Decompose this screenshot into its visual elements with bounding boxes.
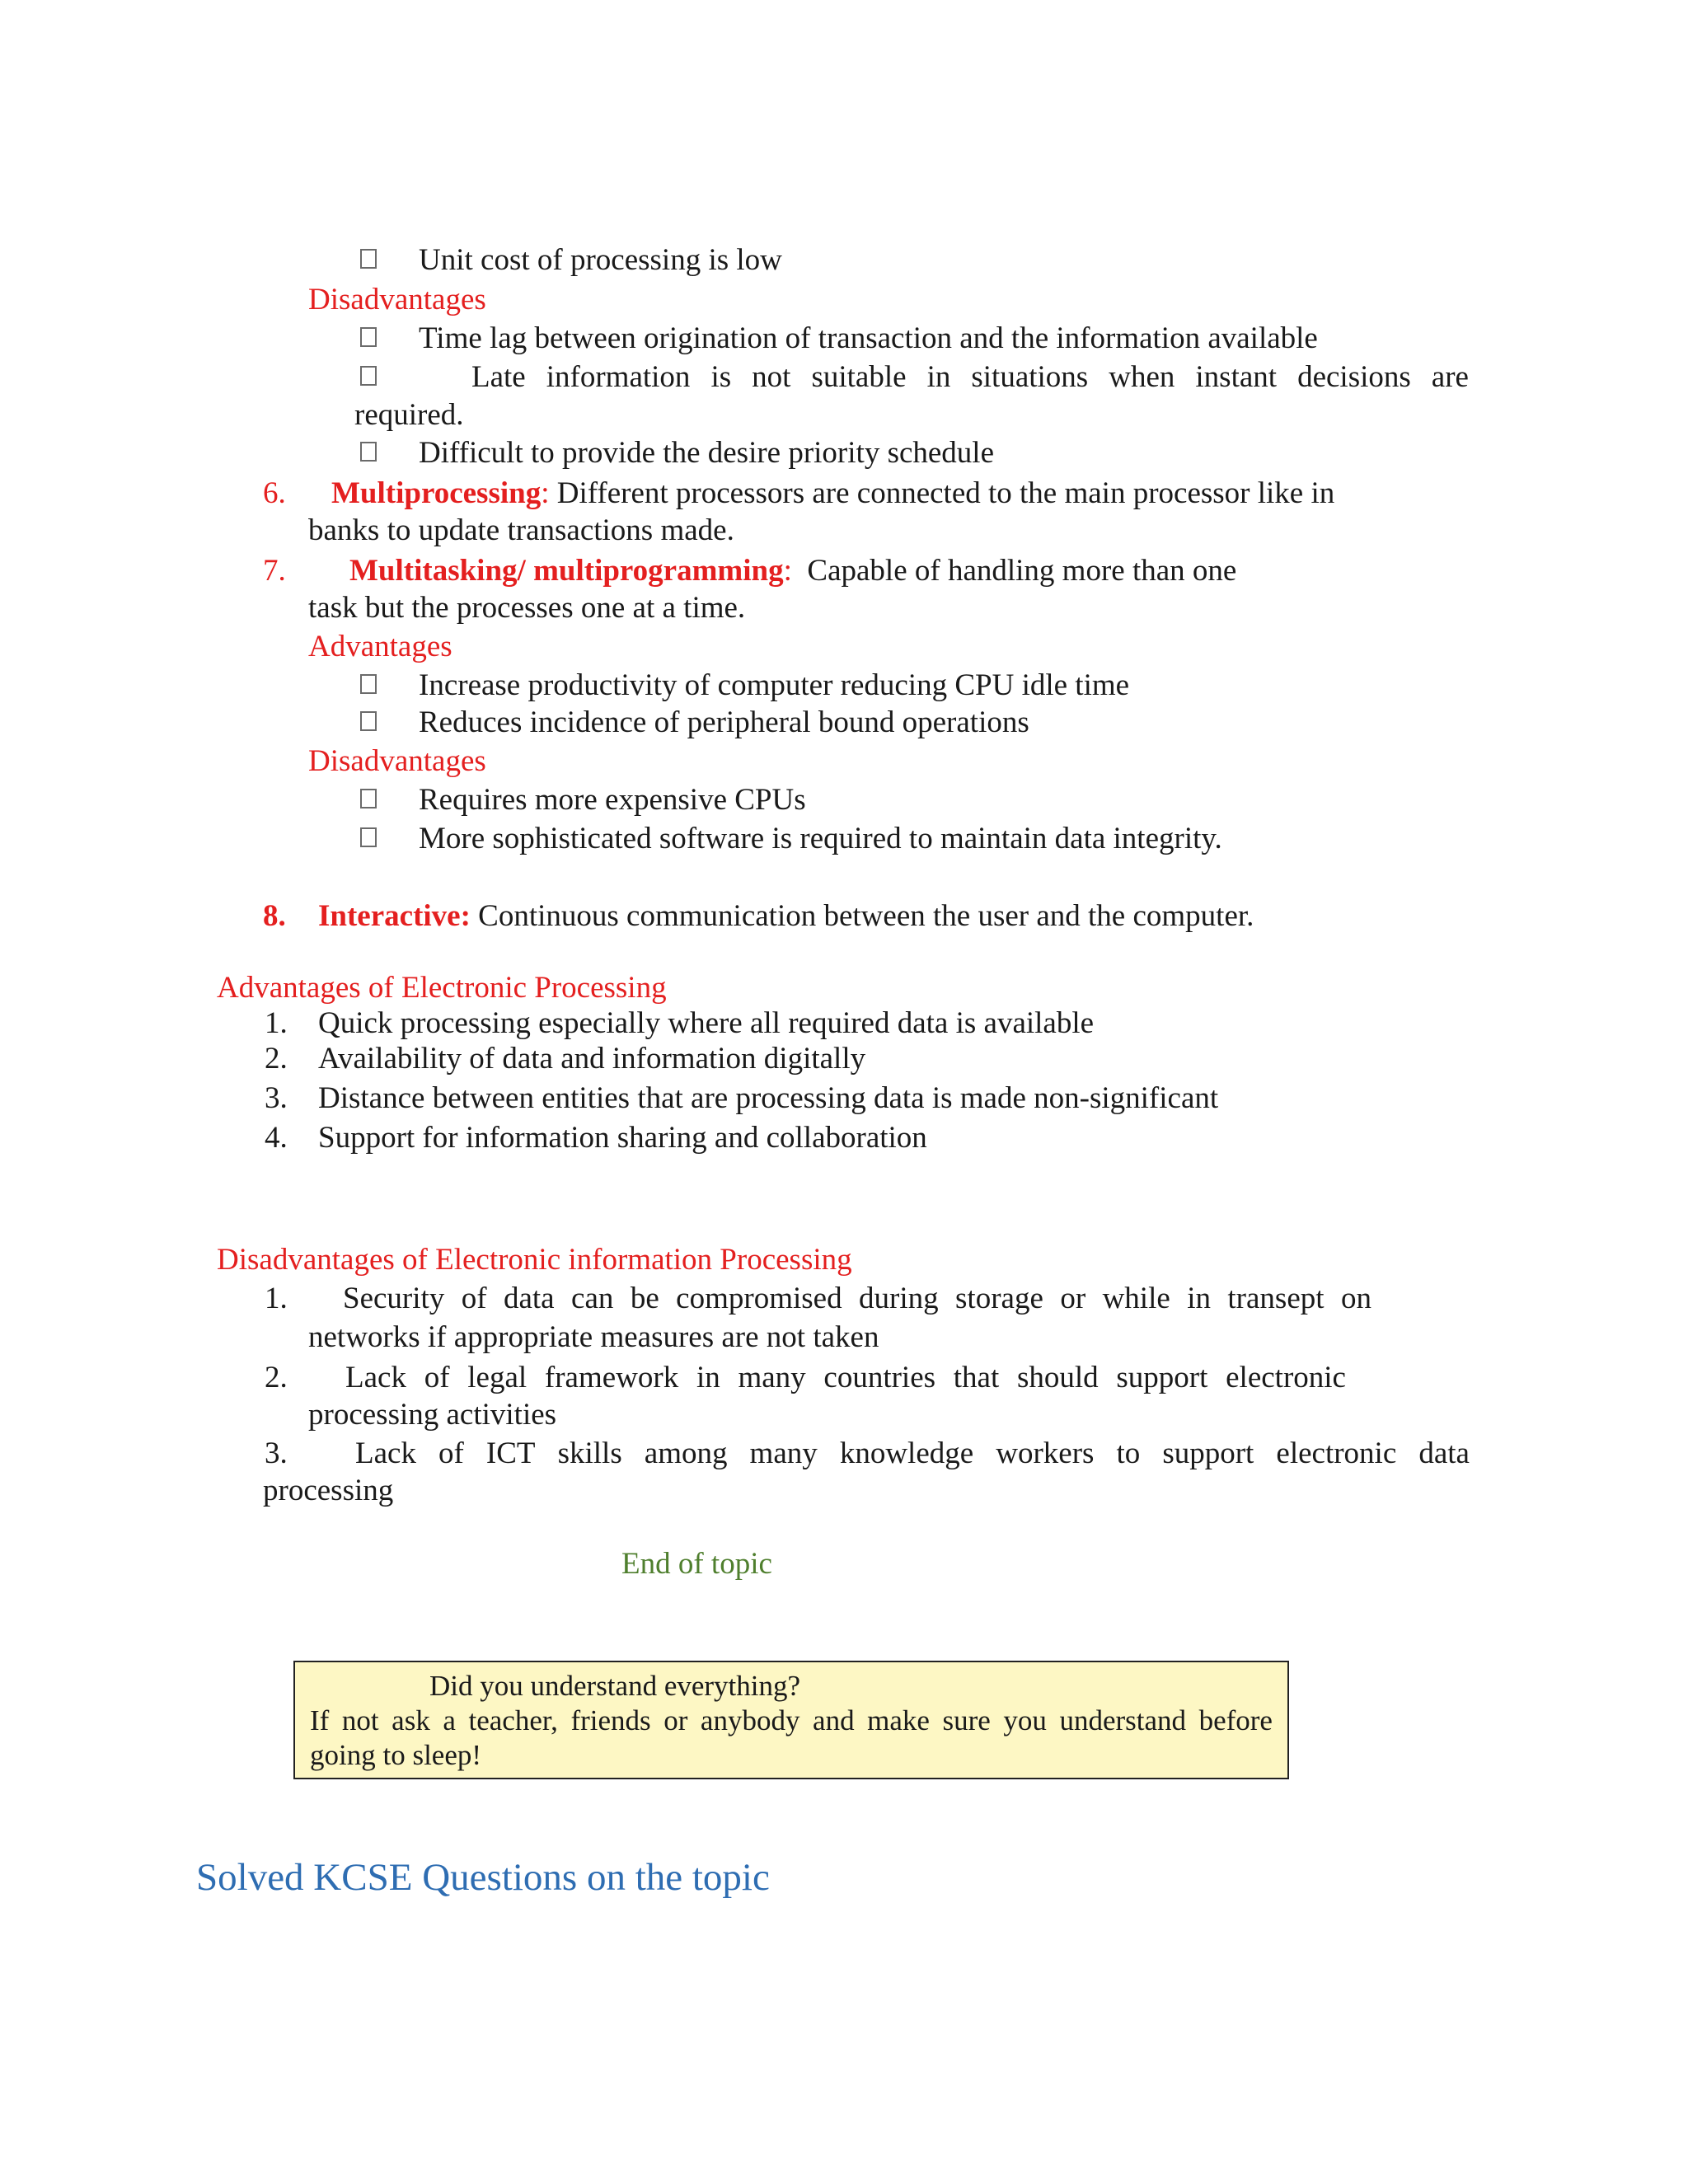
bullet-text: Time lag between origination of transaction and the information available: [419, 321, 1318, 355]
list-number: 1.: [265, 1006, 288, 1040]
word: compromised: [676, 1282, 842, 1315]
word: many: [749, 1436, 818, 1470]
bullet-square-icon: [360, 249, 377, 269]
word: on: [1340, 1282, 1372, 1315]
word: friends: [570, 1704, 651, 1736]
word: ICT: [485, 1436, 536, 1470]
list-item: Availability of data and information digitally: [318, 1042, 866, 1076]
word: in: [696, 1361, 720, 1394]
word: electronic: [1276, 1436, 1397, 1470]
word: are: [1431, 360, 1469, 394]
word: framework: [544, 1361, 679, 1394]
word: legal: [467, 1361, 528, 1394]
word: information: [546, 360, 691, 394]
word: or: [663, 1704, 688, 1736]
word: of: [461, 1282, 487, 1315]
list-item-justified: [355, 1436, 1470, 1472]
disadvantages-heading: Disadvantages: [308, 744, 486, 778]
solved-questions-heading: Solved KCSE Questions on the topic: [196, 1856, 770, 1899]
word: data: [1418, 1436, 1470, 1470]
word: you: [1003, 1704, 1047, 1736]
list-number: 2.: [265, 1361, 288, 1394]
bullet-square-icon: [360, 711, 377, 731]
word: suitable: [811, 360, 907, 394]
word: of: [424, 1361, 450, 1394]
list-item-continuation: processing: [263, 1474, 394, 1507]
word: instant: [1195, 360, 1278, 394]
word: workers: [996, 1436, 1095, 1470]
word: not: [341, 1704, 379, 1736]
list-item-continuation: task but the processes one at a time.: [308, 591, 746, 625]
bullet-square-icon: [360, 827, 377, 847]
word: can: [571, 1282, 614, 1315]
list-number: 3.: [265, 1081, 288, 1115]
callout-line-justified: [310, 1704, 1273, 1738]
term-interactive: Interactive:: [318, 899, 471, 933]
term-multiprocessing: Multiprocessing: [331, 476, 542, 510]
list-item-continuation: processing activities: [308, 1398, 557, 1432]
term-colon: :: [783, 554, 792, 588]
bullet-text-justified: [471, 359, 1469, 396]
word: among: [644, 1436, 728, 1470]
word: a: [443, 1704, 456, 1736]
list-number: 2.: [265, 1042, 288, 1076]
word: in: [1187, 1282, 1211, 1315]
bullet-square-icon: [360, 327, 377, 347]
list-item-8: [318, 898, 1254, 935]
list-number: 4.: [265, 1121, 288, 1155]
word: If: [310, 1704, 330, 1736]
term-colon: :: [541, 476, 550, 510]
list-item-7: [349, 553, 1236, 589]
word: be: [630, 1282, 659, 1315]
reminder-callout-box: [293, 1661, 1289, 1779]
word: decisions: [1297, 360, 1411, 394]
word: knowledge: [839, 1436, 974, 1470]
word: or: [1060, 1282, 1086, 1315]
list-item: Distance between entities that are processing data is made non-significant: [318, 1081, 1219, 1115]
word: transept: [1227, 1282, 1325, 1315]
word: of: [438, 1436, 464, 1470]
disadvantages-heading: Disadvantages: [308, 283, 486, 316]
word: data: [503, 1282, 555, 1315]
list-number: 1.: [265, 1282, 288, 1315]
term-definition: Continuous communication between the user and the computer.: [478, 899, 1254, 933]
word: situations: [971, 360, 1089, 394]
term-definition: Different processors are connected to the main processor like in: [556, 476, 1335, 510]
word: that: [953, 1361, 1000, 1394]
bullet-text: Difficult to provide the desire priority schedule: [419, 436, 995, 470]
word: not: [752, 360, 791, 394]
list-item: Support for information sharing and collaboration: [318, 1121, 927, 1155]
bullet-text: Reduces incidence of peripheral bound operations: [419, 705, 1029, 739]
list-number: 3.: [265, 1436, 288, 1470]
section-heading: Advantages of Electronic Processing: [217, 971, 667, 1005]
word: to: [1116, 1436, 1141, 1470]
list-item-continuation: networks if appropriate measures are not taken: [308, 1320, 879, 1354]
word: understand: [1059, 1704, 1187, 1736]
word: skills: [557, 1436, 622, 1470]
list-number: 8.: [263, 899, 286, 933]
word: support: [1162, 1436, 1254, 1470]
word: many: [738, 1361, 806, 1394]
word: countries: [823, 1361, 936, 1394]
word: and: [813, 1704, 855, 1736]
term-multitasking: Multitasking/ multiprogramming: [349, 554, 784, 588]
list-item-6: [331, 476, 1334, 512]
bullet-text: Requires more expensive CPUs: [419, 783, 806, 817]
word: Late: [471, 360, 526, 394]
word: should: [1016, 1361, 1099, 1394]
word: before: [1198, 1704, 1273, 1736]
word: storage: [955, 1282, 1043, 1315]
end-of-topic: End of topic: [621, 1547, 772, 1581]
list-item-justified: [345, 1360, 1346, 1396]
callout-line: Did you understand everything?: [429, 1670, 801, 1702]
word: sure: [942, 1704, 991, 1736]
bullet-text-continuation: required.: [354, 398, 464, 432]
word: ask: [392, 1704, 430, 1736]
callout-line: going to sleep!: [310, 1739, 482, 1771]
section-heading: Disadvantages of Electronic information Processing: [217, 1243, 852, 1277]
word: Lack: [345, 1361, 406, 1394]
word: during: [859, 1282, 939, 1315]
bullet-text: Increase productivity of computer reducing CPU idle time: [419, 668, 1130, 702]
bullet-square-icon: [360, 674, 377, 694]
term-definition: Capable of handling more than one: [807, 554, 1237, 588]
word: make: [867, 1704, 930, 1736]
bullet-text: More sophisticated software is required to maintain data integrity.: [419, 822, 1222, 855]
word: in: [926, 360, 951, 394]
word: support: [1116, 1361, 1208, 1394]
list-item: Quick processing especially where all required data is available: [318, 1006, 1095, 1040]
bullet-square-icon: [360, 366, 377, 386]
word: Lack: [355, 1436, 416, 1470]
list-number: 7.: [263, 554, 286, 588]
word: electronic: [1226, 1361, 1346, 1394]
word: when: [1109, 360, 1175, 394]
word: teacher,: [468, 1704, 558, 1736]
bullet-square-icon: [360, 789, 377, 808]
word: Security: [343, 1282, 445, 1315]
advantages-heading: Advantages: [308, 630, 452, 663]
word: is: [710, 360, 732, 394]
bullet-square-icon: [360, 442, 377, 462]
bullet-text: Unit cost of processing is low: [419, 243, 782, 277]
word: anybody: [700, 1704, 800, 1736]
list-item-continuation: banks to update transactions made.: [308, 513, 734, 547]
list-item-justified: [343, 1281, 1372, 1317]
word: while: [1102, 1282, 1170, 1315]
list-number: 6.: [263, 476, 286, 510]
